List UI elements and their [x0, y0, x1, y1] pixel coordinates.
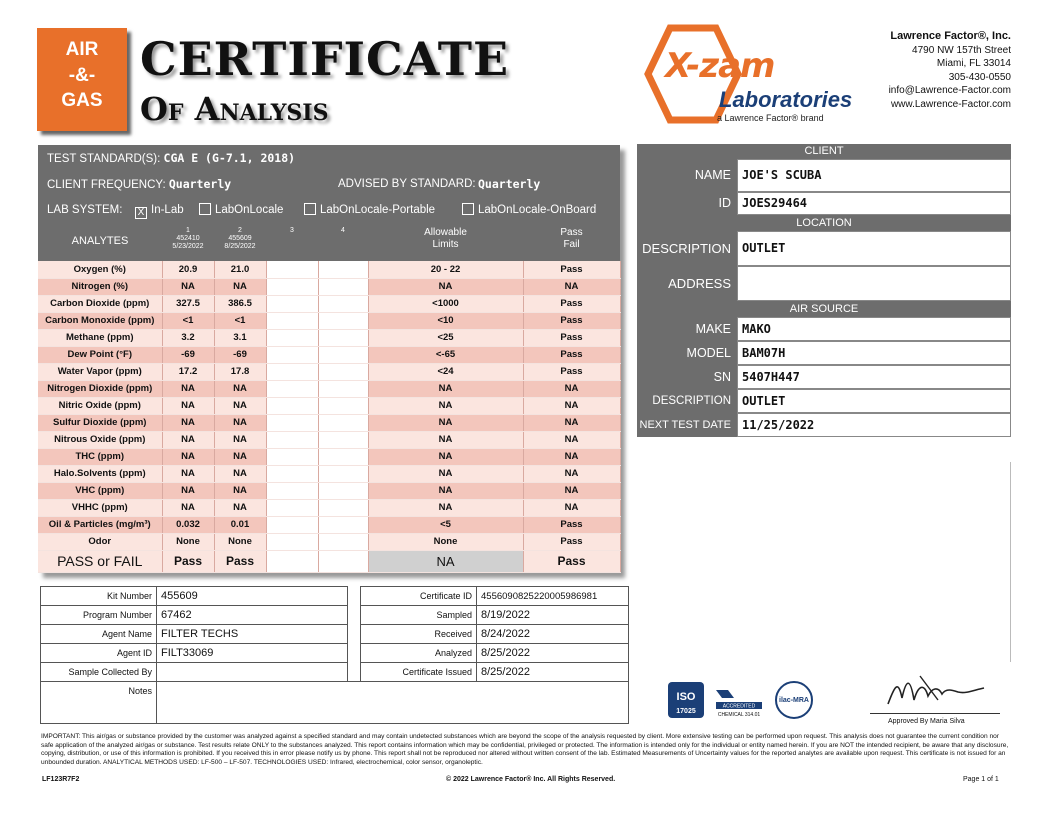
summary-sample-1: Pass — [162, 550, 214, 572]
sample-collected-label: Sample Collected By — [41, 663, 157, 682]
company-address1: 4790 NW 157th Street — [912, 44, 1011, 56]
model-label: MODEL — [637, 341, 737, 365]
result-cell: Pass — [523, 329, 620, 346]
test-standard-label: TEST STANDARD(S): — [47, 153, 161, 165]
disclaimer-text: IMPORTANT: This air/gas or substance provided by the customer was analyzed against a specified standard and may contain undetected substances which are beyond the scope of the analysis requested by client. More extensive testing can be performed upon request. This analysis does not guarantee the current condition nor safe application of the analyzed air/gas or substance. Test results relate ONLY to the substances analyzed. This report contains information which may be confidential, privileged or protected. The information is intended only for the individual or entity named herein. If you are NOT the intended recipient, be aware that any disclosure, copying, distribution, or use of this information is prohibited. If you received this in error please notify us by phone. This report shall not be reproduced nor altered without written consent of the lab. Estimated Measurements of Uncertainty values for the reported analytes are available upon request. This certificate is not issued for an unbounded duration. ANALYTICAL METHODS USED: LF-500 – LF-507. TECHNOLOGIES USED: Infrared, electrochemical, color sensor, organoleptic. — [41, 733, 1009, 767]
sample-4-cell — [318, 278, 368, 295]
lab-option-label: LabOnLocale-OnBoard — [478, 204, 597, 216]
sample-1-cell: -69 — [162, 346, 214, 363]
notes-table — [40, 681, 629, 724]
pass-header-line2: Fail — [563, 239, 580, 250]
table-row — [38, 380, 620, 397]
table-row — [38, 397, 620, 414]
id-label: ID — [637, 192, 737, 215]
accreditation-seals-icon — [666, 680, 816, 720]
sample-4-cell — [318, 465, 368, 482]
name-value: JOE'S SCUBA — [737, 159, 1011, 192]
table-row — [361, 644, 629, 663]
certificate-info-table — [360, 586, 629, 682]
limit-cell: NA — [368, 482, 523, 499]
air-source-header: AIR SOURCE — [637, 301, 1011, 317]
sample-3-cell — [266, 261, 318, 278]
result-cell: Pass — [523, 516, 620, 533]
badge-line-2: -&- — [68, 64, 96, 86]
pass-fail-header — [523, 227, 620, 251]
summary-limit: NA — [368, 550, 523, 572]
analyte-cell: VHHC (ppm) — [38, 499, 162, 516]
lab-option-in-lab[interactable] — [135, 197, 184, 223]
sample-3-cell — [266, 397, 318, 414]
result-cell: NA — [523, 465, 620, 482]
pass-fail-summary-row — [38, 550, 620, 572]
program-number-value: 67462 — [157, 606, 348, 625]
sample-2-cell: NA — [214, 482, 266, 499]
result-cell: NA — [523, 278, 620, 295]
sample-1-cell: NA — [162, 431, 214, 448]
sample-4-cell — [318, 516, 368, 533]
results-table — [38, 261, 621, 573]
limit-cell: <5 — [368, 516, 523, 533]
table-row — [38, 465, 620, 482]
location-header: LOCATION — [637, 215, 1011, 231]
sample-4-cell — [318, 380, 368, 397]
result-cell: NA — [523, 397, 620, 414]
sample-3-cell — [266, 346, 318, 363]
table-row — [361, 587, 629, 606]
table-row — [38, 295, 620, 312]
sample-4-cell — [318, 397, 368, 414]
lab-option-labonlocale[interactable] — [199, 197, 283, 223]
sample-3-cell — [266, 533, 318, 550]
notes-value — [157, 682, 629, 724]
company-email[interactable]: info@Lawrence-Factor.com — [888, 85, 1011, 96]
table-row — [38, 414, 620, 431]
logo-laboratories: Laboratories — [719, 87, 853, 112]
analyte-cell: THC (ppm) — [38, 448, 162, 465]
notes-label: Notes — [41, 682, 157, 724]
summary-sample-2: Pass — [214, 550, 266, 572]
signature-icon — [880, 668, 990, 713]
analyte-cell: Oil & Particles (mg/m³) — [38, 516, 162, 533]
sample-collected-value — [157, 663, 348, 682]
table-row — [41, 682, 629, 724]
lab-system-label: LAB SYSTEM: — [47, 204, 123, 216]
kit-info-table — [40, 586, 348, 682]
sample-2-cell: 3.1 — [214, 329, 266, 346]
limit-cell: NA — [368, 278, 523, 295]
sample-4-header: 4 — [341, 227, 345, 234]
result-cell: NA — [523, 482, 620, 499]
sample-1-cell: NA — [162, 414, 214, 431]
table-row — [361, 663, 629, 682]
program-number-label: Program Number — [41, 606, 157, 625]
limit-cell: NA — [368, 499, 523, 516]
client-frequency-row — [38, 171, 620, 197]
certificate-issued-label: Certificate Issued — [361, 663, 477, 682]
agent-name-label: Agent Name — [41, 625, 157, 644]
advised-label: ADVISED BY STANDARD: — [338, 178, 476, 190]
logo-word: X-zam — [665, 46, 775, 86]
analyte-cell: Methane (ppm) — [38, 329, 162, 346]
sample-2-cell: NA — [214, 380, 266, 397]
limit-cell: NA — [368, 431, 523, 448]
result-cell: Pass — [523, 363, 620, 380]
limit-cell: <25 — [368, 329, 523, 346]
lab-option-label: In-Lab — [151, 204, 184, 216]
sample-1-cell: NA — [162, 482, 214, 499]
sample-1-cell: NA — [162, 278, 214, 295]
result-cell: NA — [523, 499, 620, 516]
iso-seal-text: ISO — [676, 691, 696, 703]
divider — [1010, 462, 1011, 662]
lab-option-portable[interactable] — [304, 197, 435, 223]
sn-value: 5407H447 — [737, 365, 1011, 389]
analyte-cell: Odor — [38, 533, 162, 550]
table-row — [38, 499, 620, 516]
make-value: MAKO — [737, 317, 1011, 341]
table-row — [38, 329, 620, 346]
result-cell: NA — [523, 448, 620, 465]
limit-cell: <24 — [368, 363, 523, 380]
analyte-cell: Halo.Solvents (ppm) — [38, 465, 162, 482]
analytes-header: ANALYTES — [71, 235, 129, 247]
table-row — [38, 261, 620, 278]
sample-3-cell — [266, 380, 318, 397]
sample-4-cell — [318, 363, 368, 380]
sample-2-cell: NA — [214, 465, 266, 482]
page-number: Page 1 of 1 — [963, 776, 999, 783]
result-cell: Pass — [523, 312, 620, 329]
sample-2-date: 8/25/2022 — [224, 243, 256, 250]
analyte-cell: Nitrogen Dioxide (ppm) — [38, 380, 162, 397]
sample-1-cell: 20.9 — [162, 261, 214, 278]
sample-3-cell — [266, 465, 318, 482]
ilac-text: ilac-MRA — [779, 697, 809, 704]
table-row — [38, 346, 620, 363]
lab-option-label: LabOnLocale — [215, 204, 284, 216]
sample-2-cell: None — [214, 533, 266, 550]
sample-2-cell: NA — [214, 278, 266, 295]
limits-header-line1: Allowable — [424, 227, 467, 238]
analyzed-value: 8/25/2022 — [477, 644, 629, 663]
client-frequency-value: Quarterly — [168, 177, 232, 191]
sample-1-cell: None — [162, 533, 214, 550]
checkbox-icon[interactable] — [304, 203, 316, 215]
next-test-label: NEXT TEST DATE — [637, 413, 737, 437]
sample-1-cell: 327.5 — [162, 295, 214, 312]
sample-2-cell: NA — [214, 414, 266, 431]
table-row — [41, 625, 348, 644]
certificate-title: CERTIFICATE — [140, 32, 510, 86]
summary-sample-4 — [318, 550, 368, 572]
pass-header-line1: Pass — [560, 227, 583, 238]
agent-name-value: FILTER TECHS — [157, 625, 348, 644]
kit-number-label: Kit Number — [41, 587, 157, 606]
company-address2: Miami, FL 33014 — [936, 58, 1011, 69]
address-label: ADDRESS — [637, 266, 737, 301]
test-standard-row — [38, 145, 620, 171]
analysis-panel — [38, 145, 620, 573]
table-row — [41, 587, 348, 606]
sample-2-id: 455609 — [228, 235, 252, 242]
analyte-cell: Carbon Monoxide (ppm) — [38, 312, 162, 329]
table-row — [38, 482, 620, 499]
table-row — [41, 606, 348, 625]
sample-1-cell: NA — [162, 448, 214, 465]
sample-1-cell: 3.2 — [162, 329, 214, 346]
test-standard-value: CGA E (G-7.1, 2018) — [163, 151, 296, 165]
limit-cell: None — [368, 533, 523, 550]
sample-4-cell — [318, 312, 368, 329]
sample-4-cell — [318, 482, 368, 499]
table-row — [38, 516, 620, 533]
sample-2-header — [214, 227, 266, 251]
received-value: 8/24/2022 — [477, 625, 629, 644]
name-label: NAME — [637, 159, 737, 192]
sample-2-cell: -69 — [214, 346, 266, 363]
result-cell: Pass — [523, 533, 620, 550]
model-value: BAM07H — [737, 341, 1011, 365]
id-value: JOES29464 — [737, 192, 1011, 215]
result-cell: Pass — [523, 295, 620, 312]
client-header: CLIENT — [637, 144, 1011, 159]
sample-1-cell: NA — [162, 499, 214, 516]
certificate-issued-value: 8/25/2022 — [477, 663, 629, 682]
sample-1-cell: <1 — [162, 312, 214, 329]
sample-3-cell — [266, 431, 318, 448]
limit-cell: NA — [368, 397, 523, 414]
lab-system-row — [38, 197, 620, 223]
badge-line-3: GAS — [61, 90, 103, 112]
sample-1-header — [162, 227, 214, 251]
sample-4-cell — [318, 261, 368, 278]
analyzed-label: Analyzed — [361, 644, 477, 663]
sample-2-num: 2 — [238, 227, 242, 234]
sample-3-cell — [266, 499, 318, 516]
description-label: DESCRIPTION — [637, 231, 737, 266]
result-cell: NA — [523, 431, 620, 448]
sample-3-cell — [266, 312, 318, 329]
analyte-cell: VHC (ppm) — [38, 482, 162, 499]
sample-4-cell — [318, 533, 368, 550]
company-web[interactable]: www.Lawrence-Factor.com — [890, 98, 1011, 110]
sample-2-cell: 0.01 — [214, 516, 266, 533]
sample-4-cell — [318, 329, 368, 346]
summary-sample-3 — [266, 550, 318, 572]
sample-3-cell — [266, 448, 318, 465]
analyte-cell: Nitrogen (%) — [38, 278, 162, 295]
lab-option-label: LabOnLocale-Portable — [320, 204, 436, 216]
table-row — [361, 625, 629, 644]
limit-cell: NA — [368, 414, 523, 431]
table-row — [41, 663, 348, 682]
results-table-header — [38, 223, 620, 261]
limits-header-line2: Limits — [432, 239, 459, 250]
sample-1-cell: 17.2 — [162, 363, 214, 380]
description-value: OUTLET — [737, 231, 1011, 266]
badge-line-1: AIR — [65, 39, 99, 60]
certificate-id-label: Certificate ID — [361, 587, 477, 606]
form-number: LF123R7F2 — [42, 776, 80, 783]
next-test-value: 11/25/2022 — [737, 413, 1011, 437]
company-name: Lawrence Factor®, Inc. — [890, 30, 1011, 42]
limit-cell: NA — [368, 465, 523, 482]
copyright: © 2022 Lawrence Factor® Inc. All Rights Reserved. — [446, 776, 616, 783]
sample-3-cell — [266, 295, 318, 312]
sample-3-cell — [266, 516, 318, 533]
sample-4-cell — [318, 499, 368, 516]
air-gas-badge — [37, 28, 127, 131]
sample-1-cell: NA — [162, 465, 214, 482]
limit-cell: NA — [368, 448, 523, 465]
sample-1-date: 5/23/2022 — [172, 243, 204, 250]
analyte-cell: Carbon Dioxide (ppm) — [38, 295, 162, 312]
limit-cell: <10 — [368, 312, 523, 329]
sample-4-cell — [318, 414, 368, 431]
analyte-cell: Oxygen (%) — [38, 261, 162, 278]
advised-value: Quarterly — [478, 177, 541, 191]
table-row — [41, 644, 348, 663]
table-row — [38, 312, 620, 329]
client-frequency-label: CLIENT FREQUENCY: — [47, 179, 166, 191]
sample-2-cell: 21.0 — [214, 261, 266, 278]
sample-1-cell: 0.032 — [162, 516, 214, 533]
result-cell: NA — [523, 414, 620, 431]
limit-cell: <-65 — [368, 346, 523, 363]
sample-3-cell — [266, 278, 318, 295]
sample-4-cell — [318, 295, 368, 312]
company-phone: 305-430-0550 — [948, 71, 1011, 83]
certificate-subtitle: Of Analysis — [140, 90, 329, 128]
table-row — [38, 431, 620, 448]
sample-3-cell — [266, 482, 318, 499]
sample-1-cell: NA — [162, 380, 214, 397]
sample-1-cell: NA — [162, 397, 214, 414]
make-label: MAKE — [637, 317, 737, 341]
checkbox-icon[interactable] — [462, 203, 474, 215]
sample-2-cell: NA — [214, 448, 266, 465]
checkbox-icon[interactable]: X — [135, 207, 147, 219]
table-row — [38, 448, 620, 465]
sample-3-cell — [266, 329, 318, 346]
sample-4-cell — [318, 448, 368, 465]
chemical-text: CHEMICAL 314.01 — [717, 712, 761, 718]
sample-2-cell: NA — [214, 397, 266, 414]
lab-option-onboard[interactable] — [462, 197, 596, 223]
sample-2-cell: NA — [214, 499, 266, 516]
agent-id-label: Agent ID — [41, 644, 157, 663]
sample-4-cell — [318, 431, 368, 448]
certificate-id-value: 455609082522000598698​1 — [477, 587, 629, 606]
table-row — [38, 363, 620, 380]
sample-2-cell: NA — [214, 431, 266, 448]
analyte-cell: Dew Point (°F) — [38, 346, 162, 363]
summary-result: Pass — [523, 550, 620, 572]
limit-cell: NA — [368, 380, 523, 397]
source-description-value: OUTLET — [737, 389, 1011, 413]
approved-by: Approved By Maria Silva — [888, 718, 965, 725]
sample-2-cell: 386.5 — [214, 295, 266, 312]
sample-3-header: 3 — [290, 227, 294, 234]
accredited-text: ACCREDITED — [722, 703, 756, 710]
table-row — [38, 533, 620, 550]
agent-id-value: FILT33069 — [157, 644, 348, 663]
table-row — [361, 606, 629, 625]
analyte-cell: Water Vapor (ppm) — [38, 363, 162, 380]
kit-number-value: 455609 — [157, 587, 348, 606]
company-address-block — [889, 30, 1011, 111]
result-cell: Pass — [523, 346, 620, 363]
sample-3-cell — [266, 414, 318, 431]
signature-line — [870, 713, 1000, 714]
iso-seal-number: 17025 — [676, 708, 696, 715]
received-label: Received — [361, 625, 477, 644]
result-cell: NA — [523, 380, 620, 397]
sampled-value: 8/19/2022 — [477, 606, 629, 625]
sample-4-cell — [318, 346, 368, 363]
sample-2-cell: <1 — [214, 312, 266, 329]
sampled-label: Sampled — [361, 606, 477, 625]
sample-3-cell — [266, 363, 318, 380]
sample-1-id: 452410 — [176, 235, 200, 242]
result-cell: Pass — [523, 261, 620, 278]
limit-cell: 20 - 22 — [368, 261, 523, 278]
sample-1-num: 1 — [186, 227, 190, 234]
summary-label: PASS or FAIL — [38, 550, 162, 572]
analyte-cell: Nitrous Oxide (ppm) — [38, 431, 162, 448]
address-value — [737, 266, 1011, 301]
limit-cell: <1000 — [368, 295, 523, 312]
table-row — [38, 278, 620, 295]
limits-header — [368, 227, 523, 251]
logo-brand: a Lawrence Factor® brand — [717, 113, 824, 123]
sn-label: SN — [637, 365, 737, 389]
analyte-cell: Nitric Oxide (ppm) — [38, 397, 162, 414]
source-description-label: DESCRIPTION — [637, 389, 737, 413]
sample-2-cell: 17.8 — [214, 363, 266, 380]
checkbox-icon[interactable] — [199, 203, 211, 215]
analyte-cell: Sulfur Dioxide (ppm) — [38, 414, 162, 431]
